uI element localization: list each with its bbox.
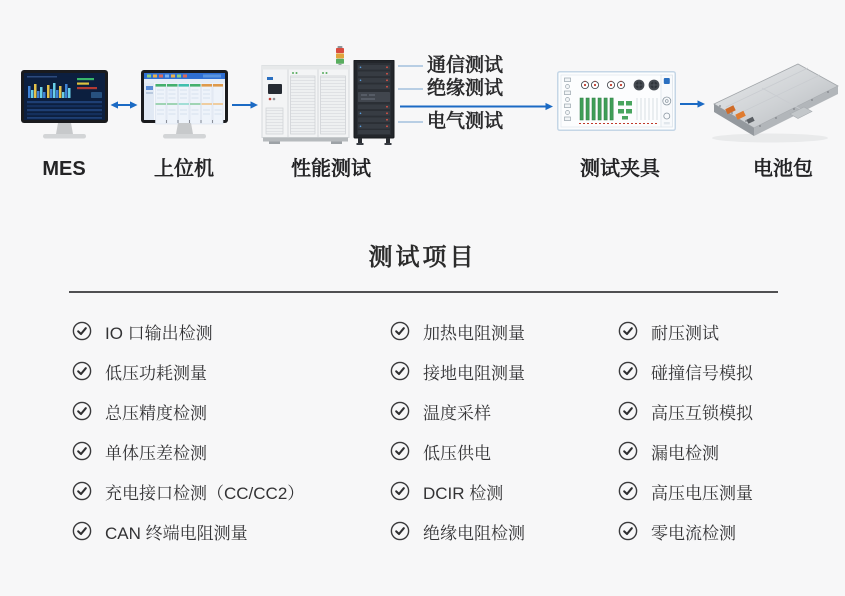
check-circle-icon [390,521,410,541]
test-item-label: 低压功耗测量 [105,363,207,383]
node-label-battery-pack: 电池包 [753,158,813,180]
test-item-label: CAN 终端电阻测量 [105,523,248,543]
branch-label-electrical-test: 电气测试 [427,111,504,132]
check-circle-icon [390,441,410,461]
check-circle-icon [390,361,410,381]
fixture-right-panel [661,75,673,127]
test-item-label: 高压电压测量 [651,483,753,503]
test-item [72,351,304,391]
test-item-label: 零电流检测 [651,523,736,543]
rack-legs [357,138,392,145]
test-item-label: IO 口输出检测 [105,323,213,343]
branch-tick-lines [398,66,423,122]
test-item-label: 绝缘电阻检测 [423,523,525,543]
test-item [72,311,304,351]
test-item [390,311,525,351]
test-item-label: 温度采样 [423,403,491,423]
test-item-label: 接地电阻测量 [423,363,525,383]
node-label-mes: MES [42,158,86,180]
test-item [390,511,525,551]
test-items-column-2 [390,311,525,551]
host-computer-monitor-illustration [141,70,228,144]
test-item-label: 总压精度检测 [105,403,207,423]
cabinet-base [263,138,348,145]
test-item-label: 单体压差检测 [105,443,207,463]
test-item [390,431,525,471]
test-item [72,431,304,471]
check-circle-icon [618,481,638,501]
branch-label-communication-test: 通信测试 [427,55,504,76]
test-item-label: 高压互锁模拟 [651,403,753,423]
check-circle-icon [72,481,92,501]
check-circle-icon [72,401,92,421]
check-circle-icon [618,521,638,541]
host-screen-art [144,73,225,124]
test-item-label: 碰撞信号模拟 [651,363,753,383]
test-item [72,511,304,551]
test-items-column-3 [618,311,753,551]
battery-pack-illustration [702,52,842,144]
check-circle-icon [390,481,410,501]
check-circle-icon [390,401,410,421]
test-item [72,471,304,511]
check-circle-icon [72,321,92,341]
node-label-performance-test: 性能测试 [291,158,371,180]
monitor-stand [163,123,206,139]
arrow-performance-to-fixture [400,103,553,110]
test-item-label: DCIR 检测 [423,483,504,503]
node-label-test-fixture: 测试夹具 [580,158,660,180]
monitor-stand [43,123,86,139]
test-item [618,511,753,551]
branch-label-insulation-test: 绝缘测试 [427,78,504,99]
check-circle-icon [72,521,92,541]
cabinet-body [262,66,349,138]
check-circle-icon [618,361,638,381]
test-item [390,471,525,511]
test-item [390,391,525,431]
test-item-label: 低压供电 [423,443,491,463]
test-items-column-1 [72,311,304,551]
test-item-label: 漏电检测 [651,443,719,463]
section-title: 测试项目 [368,244,477,271]
performance-test-cabinet-illustration [261,46,353,144]
test-item [390,351,525,391]
mes-screen-art [24,73,105,120]
process-flow-diagram [0,0,845,200]
test-item-label: 加热电阻测量 [423,323,525,343]
check-circle-icon [72,361,92,381]
node-label-host-computer: 上位机 [154,158,214,180]
test-item [618,391,753,431]
check-circle-icon [618,401,638,421]
test-fixture-illustration [557,71,676,131]
check-circle-icon [618,441,638,461]
test-item-label: 充电接口检测（CC/CC2） [105,483,305,503]
check-circle-icon [618,321,638,341]
check-circle-icon [390,321,410,341]
test-server-rack-illustration [353,60,395,146]
test-item [618,471,753,511]
test-item-label: 耐压测试 [651,323,719,343]
test-item [618,431,753,471]
mes-monitor-illustration [21,70,108,144]
test-item [618,351,753,391]
arrow-host-to-performance [232,101,258,108]
section-divider [69,291,778,293]
check-circle-icon [72,441,92,461]
signal-tower-light [336,46,344,66]
double-arrow-mes-host [111,101,138,108]
test-item [618,311,753,351]
test-item [72,391,304,431]
